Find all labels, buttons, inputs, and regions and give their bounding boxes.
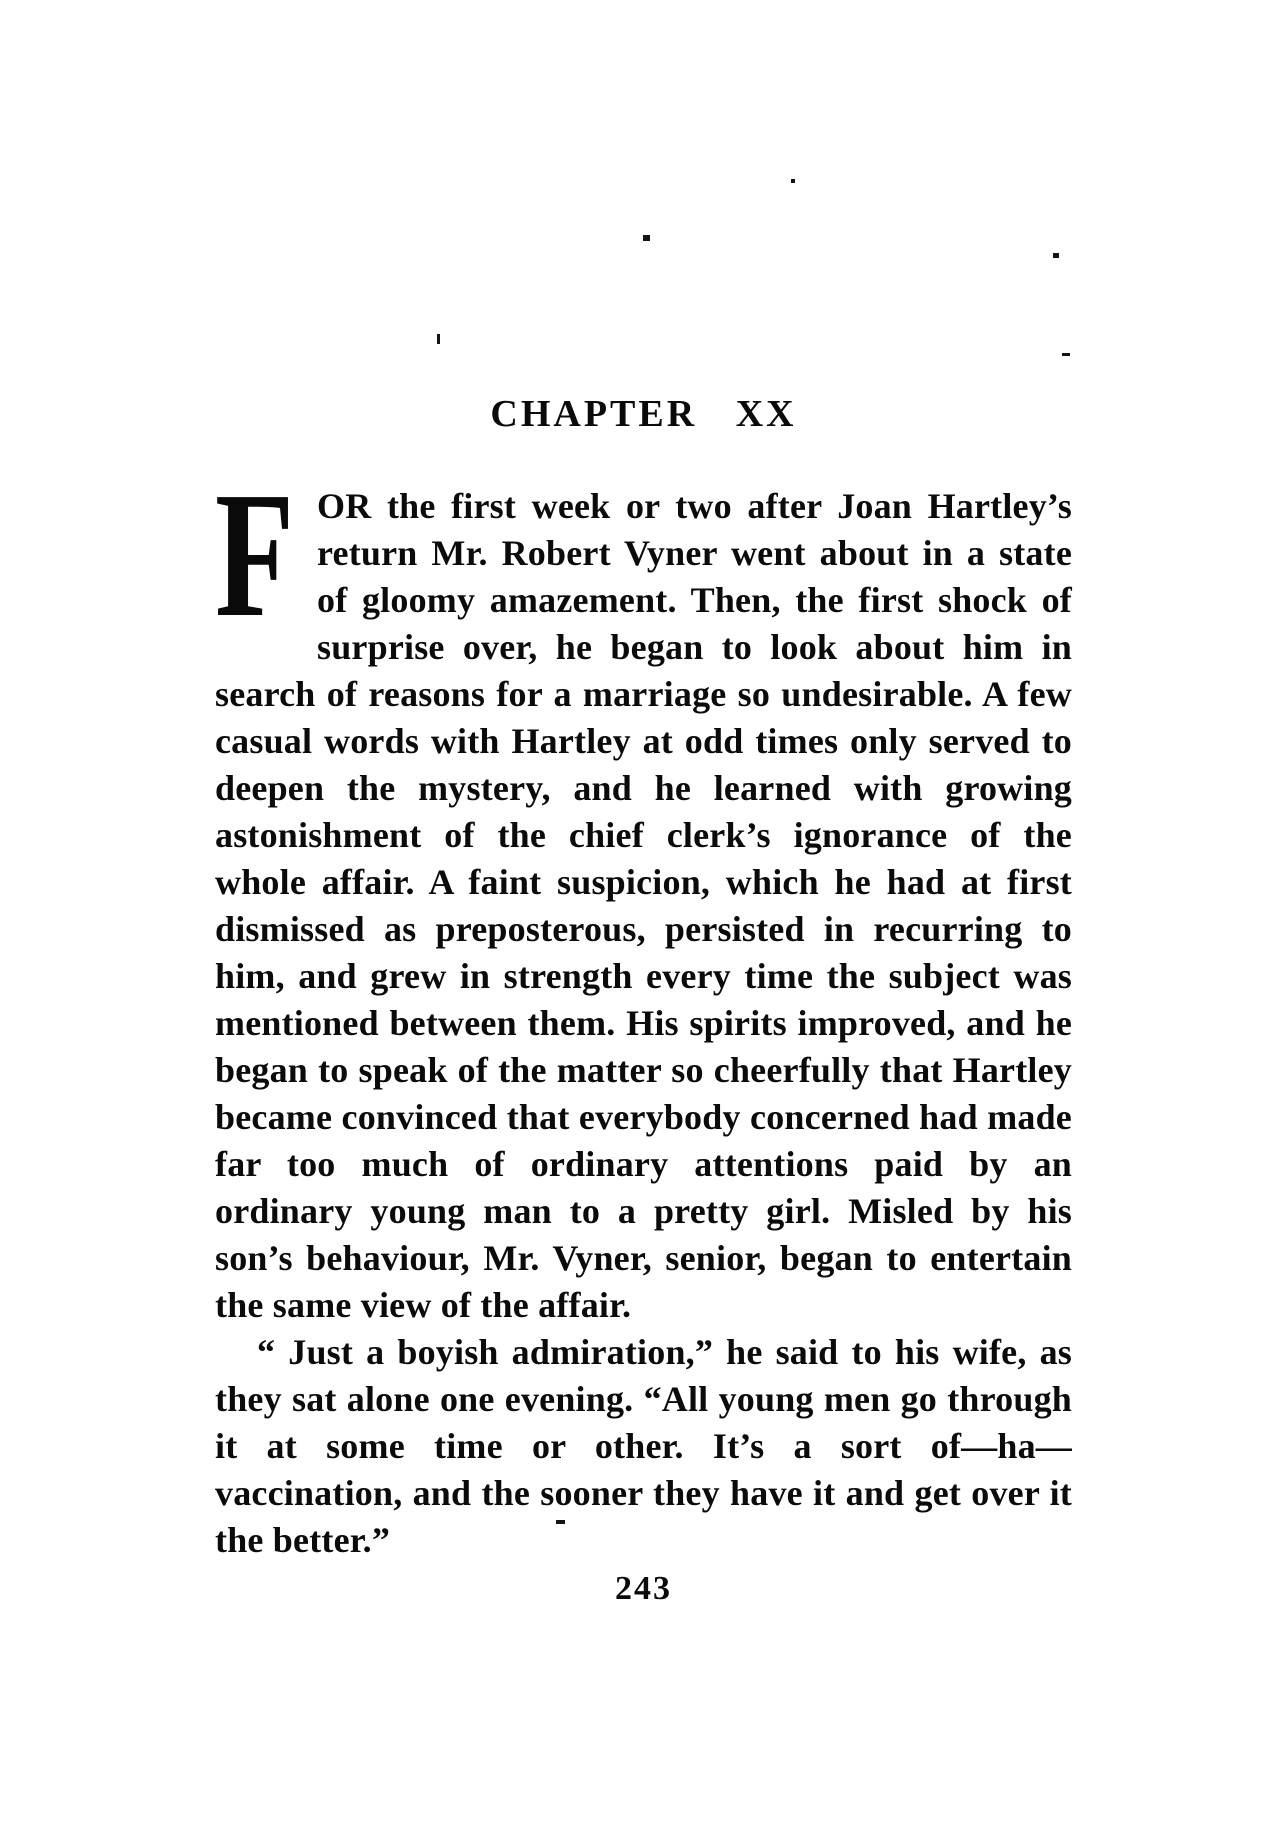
scan-speck [1053,253,1059,258]
text-column [215,392,1072,1564]
scan-speck [1062,353,1070,356]
page-number: 243 [615,1570,672,1607]
dropcap-letter: F [215,455,295,654]
scan-speck [437,334,440,344]
paragraph-dialogue: “ Just a boyish admiration,” he said to his wife, as they sat alone one evening. “All young men go through it at some time or other. It’s a sort of—ha—vaccination, and the sooner they have it and get over it the better.” [215,1332,1072,1560]
chapter-heading: CHAPTER XX [490,393,797,435]
paragraph-opening [215,455,1072,1329]
scan-speck [791,179,795,183]
paragraph-opening-text: OR the first week or two after Joan Hartley’s return Mr. Robert Vyner went about in a state of gloomy amazement. Then, the first shock of surprise over, he began to look about him in search of reasons for a marriage so undesirable. A few casual words with Hartley at odd times only served to deepen the mystery, and he learned with growing astonishment of the chief clerk’s ignorance of the whole affair. A faint suspicion, which he had at first dismissed as preposterous, persisted in recurring to him, and grew in strength every time the subject was mentioned between them. His spirits improved, and he began to speak of the matter so cheerfully that Hartley became convinced that everybody concerned had made far too much of ordinary attentions paid by an ordinary young man to a pretty girl. Misled by his son’s behaviour, Mr. Vyner, senior, began to entertain the same view of the affair. [215,486,1072,1325]
scan-speck [643,235,650,241]
body-text [215,455,1072,1564]
